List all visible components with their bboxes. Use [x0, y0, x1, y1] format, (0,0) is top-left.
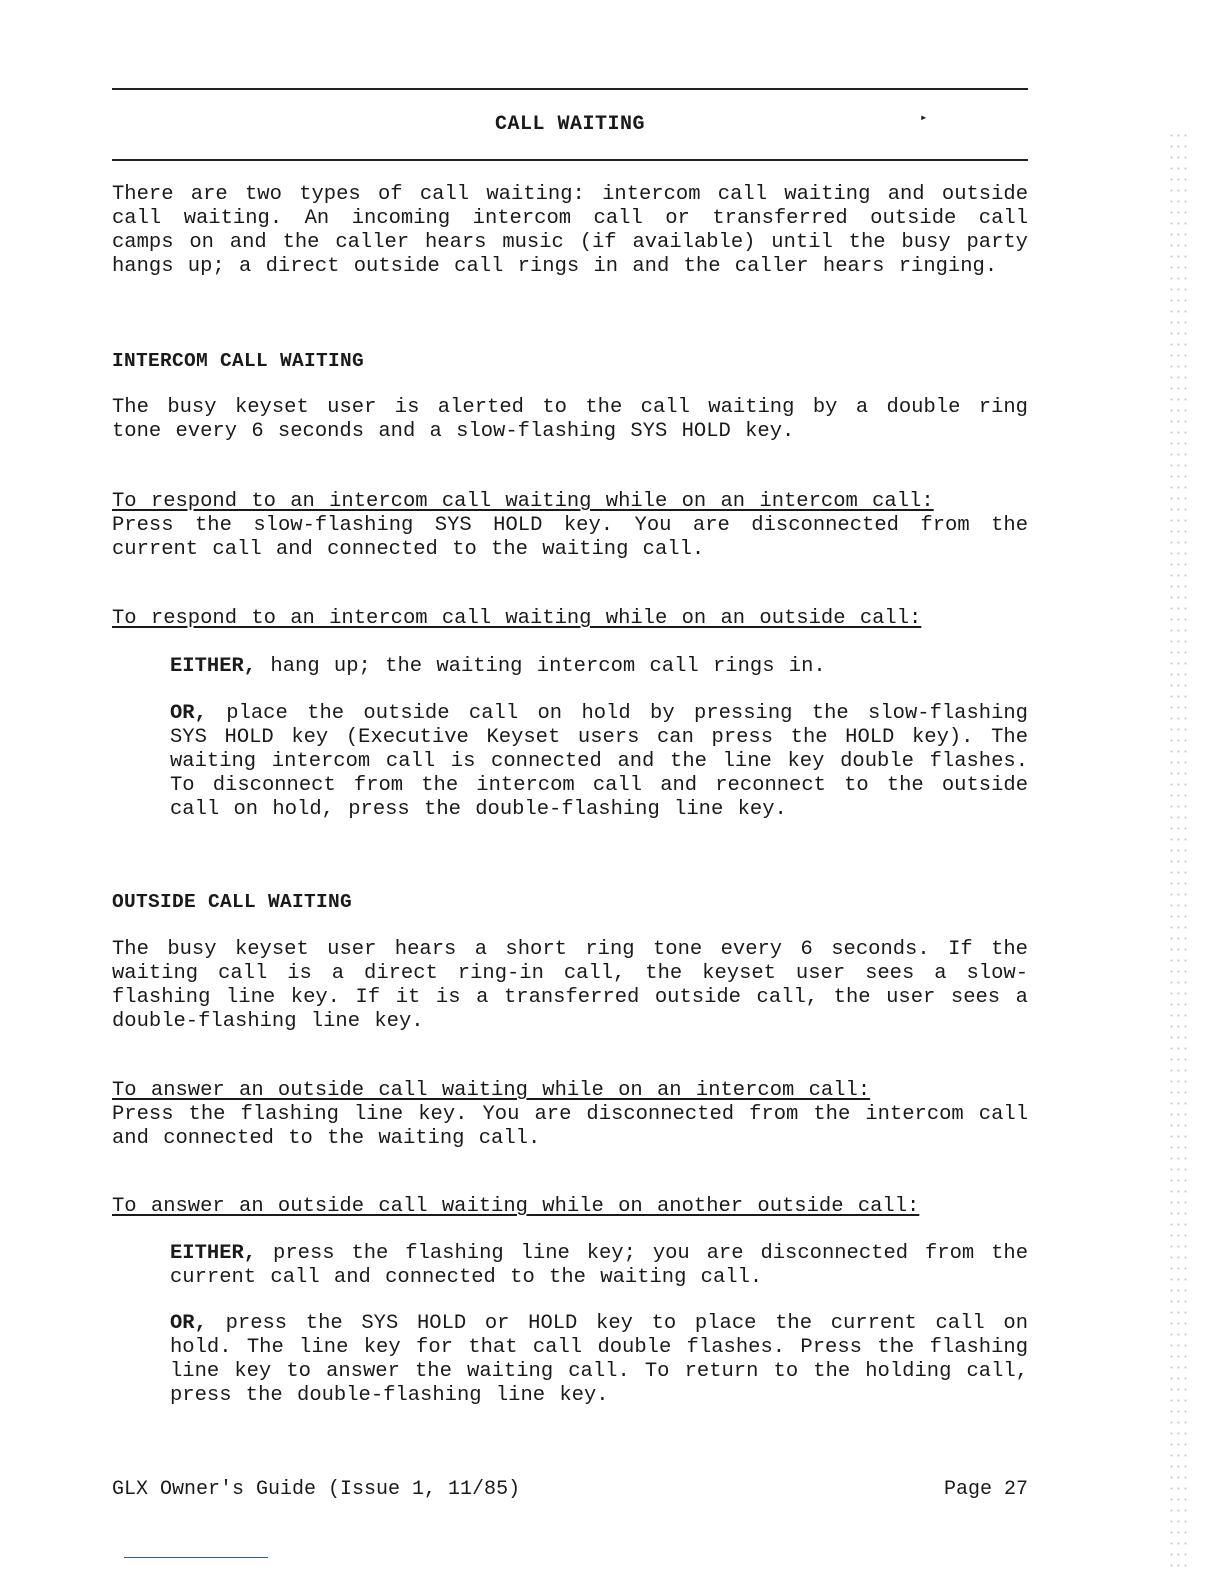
intercom-either-paragraph: [170, 655, 1028, 679]
footer-guide-title: GLX Owner's Guide (Issue 1, 11/85): [112, 1478, 521, 1501]
outside-body: The busy keyset user hears a short ring tone every 6 seconds. If the waiting call is a direct ring-in call, the keyset user sees a slow-flashing line key. If it is a transferred outside call, the user sees a double-flashing line key.: [112, 938, 1028, 1033]
or-text: place the outside call on hold by pressing the slow-flashing SYS HOLD key (Executive Keyset users can press the HOLD key). The waiting intercom call is connected and the line key double flashes. To disconnect from the intercom call and reconnect to the outside call on hold, press the double-flashing line key.: [170, 702, 1028, 821]
intercom-on-intercom-body: Press the slow-flashing SYS HOLD key. You are disconnected from the current call and connected to the waiting call.: [112, 514, 1028, 561]
outside-heading: OUTSIDE CALL WAITING: [112, 891, 353, 913]
outside-on-intercom-body: Press the flashing line key. You are disconnected from the intercom call and connected to the waiting call.: [112, 1103, 1028, 1150]
page-title: CALL WAITING: [494, 113, 646, 136]
or-lead: OR,: [170, 1312, 207, 1335]
header-rule-top: [112, 88, 1028, 90]
either-text: hang up; the waiting intercom call rings in.: [256, 655, 826, 678]
either-text: press the flashing line key; you are disconnected from the current call and connected to the waiting call.: [170, 1242, 1028, 1289]
bottom-edge-line: [124, 1557, 268, 1558]
intro-paragraph: There are two types of call waiting: intercom call waiting and outside call waiting. An incoming intercom call or transferred outside call camps on and the caller hears music (if available) until the busy party hangs up; a direct outside call rings in and the caller hears ringing.: [112, 183, 1028, 278]
header-rule-bottom: [112, 159, 1028, 161]
footer-page-number: Page 27: [943, 1478, 1028, 1501]
either-lead: EITHER,: [170, 655, 257, 678]
outside-either-paragraph: [170, 1242, 1028, 1290]
scan-margin-noise: [1168, 130, 1188, 1570]
either-lead: EITHER,: [170, 1242, 257, 1265]
intercom-or-paragraph: [170, 702, 1028, 822]
intercom-on-intercom-heading: To respond to an intercom call waiting while on an intercom call:: [112, 490, 934, 513]
outside-on-outside-heading: To answer an outside call waiting while on another outside call:: [112, 1195, 920, 1218]
or-lead: OR,: [170, 702, 207, 725]
intercom-heading: INTERCOM CALL WAITING: [112, 350, 365, 372]
outside-or-paragraph: [170, 1312, 1028, 1408]
or-text: press the SYS HOLD or HOLD key to place the current call on hold. The line key for that call double flashes. Press the flashing line key to answer the waiting call. To return to the holding call, press the double-flashing line key.: [170, 1312, 1028, 1407]
outside-on-intercom-heading: To answer an outside call waiting while on an intercom call:: [112, 1079, 871, 1102]
intercom-on-outside-heading: To respond to an intercom call waiting while on an outside call:: [112, 607, 922, 630]
intercom-body: The busy keyset user is alerted to the call waiting by a double ring tone every 6 seconds and a slow-flashing SYS HOLD key.: [112, 396, 1028, 443]
margin-mark: ▸: [920, 111, 928, 125]
